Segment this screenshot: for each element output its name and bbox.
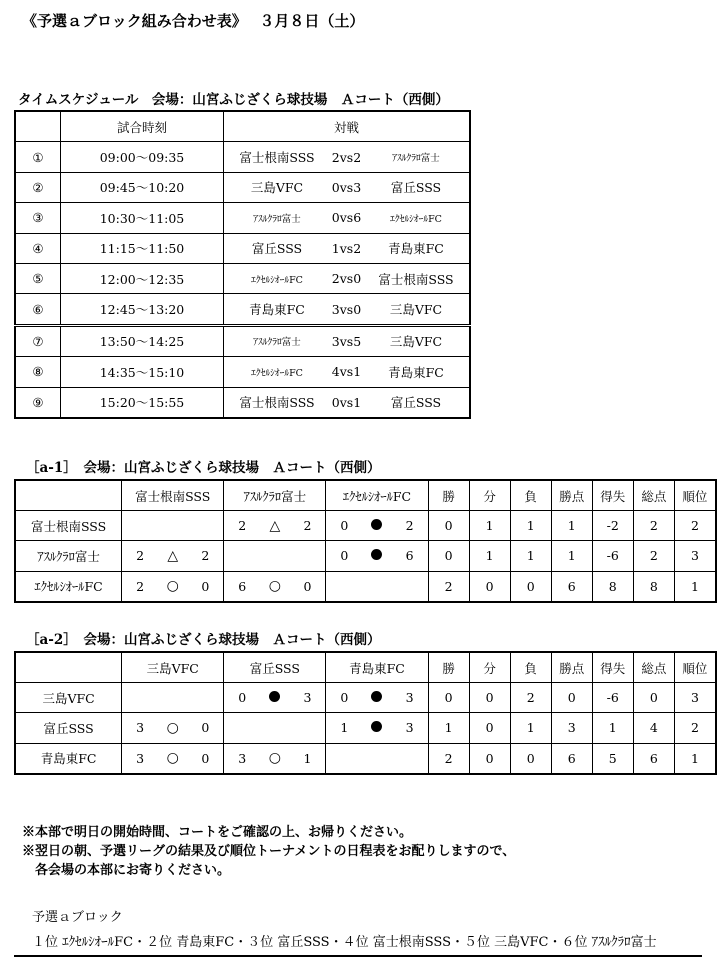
stat-header: 得失 bbox=[592, 480, 633, 511]
match-pairing bbox=[224, 393, 469, 411]
result bbox=[122, 750, 223, 766]
a2-league-table bbox=[14, 651, 717, 775]
stat-value: 1 bbox=[428, 713, 469, 743]
opponent-header: 富丘SSS bbox=[224, 652, 326, 683]
team-name: 三島VFC bbox=[15, 683, 122, 713]
team-home: ｴｸｾﾙｼｵｰﾙFC bbox=[251, 367, 303, 379]
goals-against: 0 bbox=[201, 578, 210, 594]
stat-header: 勝点 bbox=[551, 480, 592, 511]
stat-value: 1 bbox=[510, 511, 551, 541]
match-score: 2vs2 bbox=[331, 149, 362, 165]
team-home: 富士根南SSS bbox=[239, 395, 315, 411]
loss-mark bbox=[371, 720, 382, 735]
stat-value: -2 bbox=[592, 511, 633, 541]
corner-cell bbox=[15, 480, 122, 511]
match-time: 09:45～10:20 bbox=[61, 172, 224, 202]
match-pairing bbox=[224, 239, 469, 257]
goals-for: 0 bbox=[238, 690, 247, 706]
result-cell bbox=[122, 713, 224, 743]
team-away: ｱｽﾙｸﾗﾛ富士 bbox=[392, 153, 440, 165]
goals-against: 2 bbox=[405, 518, 414, 534]
match-cell bbox=[224, 294, 471, 325]
team-home: 三島VFC bbox=[250, 180, 304, 196]
stat-header: 順位 bbox=[674, 480, 716, 511]
result-cell-empty bbox=[122, 511, 224, 541]
schedule-row bbox=[15, 294, 470, 325]
match-score: 0vs1 bbox=[331, 394, 362, 410]
loss-dot-icon bbox=[371, 691, 382, 702]
result bbox=[224, 750, 325, 766]
result bbox=[326, 548, 427, 563]
match-cell bbox=[224, 233, 471, 263]
header-no bbox=[15, 111, 61, 142]
final-ranking: １位 ｴｸｾﾙｼｵｰﾙFC・２位 青島東FC・３位 富丘SSS・４位 富士根南SSS・５位 三島VFC・６位 ｱｽﾙｸﾗﾛ富士 bbox=[32, 935, 657, 950]
goals-for: 3 bbox=[238, 750, 247, 766]
team-name: 富士根南SSS bbox=[15, 511, 122, 541]
stat-value: 4 bbox=[633, 713, 674, 743]
result-cell-empty bbox=[326, 571, 428, 602]
team-away: 三島VFC bbox=[389, 302, 443, 318]
loss-dot-icon bbox=[269, 691, 280, 702]
win-mark: ○ bbox=[166, 719, 179, 736]
result-cell bbox=[224, 683, 326, 713]
match-time: 09:00～09:35 bbox=[61, 142, 224, 172]
match-number: ⑧ bbox=[15, 357, 61, 387]
corner-cell bbox=[15, 652, 122, 683]
stat-value: 6 bbox=[551, 571, 592, 602]
opponent-header: ｴｸｾﾙｼｵｰﾙFC bbox=[326, 480, 428, 511]
goals-against: 6 bbox=[405, 548, 414, 564]
schedule-row bbox=[15, 233, 470, 263]
stat-value: 2 bbox=[674, 713, 716, 743]
result-cell bbox=[122, 541, 224, 571]
match-time: 11:15～11:50 bbox=[61, 233, 224, 263]
match-cell bbox=[224, 325, 471, 356]
team-name: ｱｽﾙｸﾗﾛ富士 bbox=[15, 541, 122, 571]
team-away: 富丘SSS bbox=[390, 395, 442, 411]
opponent-header: 青島東FC bbox=[326, 652, 428, 683]
team-away: 三島VFC bbox=[389, 334, 443, 350]
stat-header: 分 bbox=[469, 480, 510, 511]
stat-value: 1 bbox=[674, 571, 716, 602]
result-cell bbox=[326, 541, 428, 571]
stat-value: 3 bbox=[551, 713, 592, 743]
result-cell-empty bbox=[326, 743, 428, 774]
league-row bbox=[15, 541, 716, 571]
league-row bbox=[15, 571, 716, 602]
stat-header: 負 bbox=[510, 652, 551, 683]
team-away: ｴｸｾﾙｼｵｰﾙFC bbox=[390, 213, 442, 225]
match-cell bbox=[224, 357, 471, 387]
stat-value: 1 bbox=[551, 541, 592, 571]
header-time: 試合時刻 bbox=[61, 111, 224, 142]
note-line-3: 各会場の本部にお寄りください。 bbox=[22, 863, 231, 878]
note-line-2: ※翌日の朝、予選リーグの結果及び順位トーナメントの日程表をお配りしますので、 bbox=[22, 844, 516, 859]
stat-value: 2 bbox=[428, 743, 469, 774]
stat-value: 1 bbox=[551, 511, 592, 541]
opponent-header: 富士根南SSS bbox=[122, 480, 224, 511]
team-name: 富丘SSS bbox=[15, 713, 122, 743]
stat-value: 0 bbox=[428, 683, 469, 713]
loss-mark bbox=[371, 548, 382, 563]
result-cell bbox=[224, 743, 326, 774]
result-cell bbox=[326, 713, 428, 743]
team-away: 富丘SSS bbox=[390, 180, 442, 196]
stat-value: -6 bbox=[592, 683, 633, 713]
league-header-row bbox=[15, 652, 716, 683]
result-cell bbox=[224, 511, 326, 541]
stat-value: 0 bbox=[469, 743, 510, 774]
schedule-row bbox=[15, 325, 470, 356]
stat-value: 2 bbox=[633, 511, 674, 541]
match-time: 15:20～15:55 bbox=[61, 387, 224, 418]
stat-value: 0 bbox=[428, 541, 469, 571]
match-number: ⑨ bbox=[15, 387, 61, 418]
league-row bbox=[15, 743, 716, 774]
result-cell bbox=[326, 683, 428, 713]
team-home: ｱｽﾙｸﾗﾛ富士 bbox=[253, 337, 301, 349]
match-pairing bbox=[224, 148, 469, 166]
final-ranking-underline bbox=[14, 955, 702, 957]
result bbox=[224, 690, 325, 705]
stat-value: 0 bbox=[510, 743, 551, 774]
page-title: 《予選ａブロック組み合わせ表》 ３月８日（土） bbox=[22, 12, 365, 30]
stat-header: 総点 bbox=[633, 480, 674, 511]
result-cell-empty bbox=[122, 683, 224, 713]
stat-value: 5 bbox=[592, 743, 633, 774]
match-cell bbox=[224, 387, 471, 418]
match-score: 0vs6 bbox=[331, 210, 362, 226]
result-cell bbox=[122, 743, 224, 774]
stat-value: 3 bbox=[674, 683, 716, 713]
loss-mark bbox=[269, 690, 280, 705]
goals-for: 6 bbox=[238, 578, 247, 594]
win-mark: ○ bbox=[166, 578, 179, 595]
stat-header: 勝点 bbox=[551, 652, 592, 683]
result bbox=[224, 578, 325, 594]
stat-value: 2 bbox=[674, 511, 716, 541]
match-time: 12:45～13:20 bbox=[61, 294, 224, 325]
stat-value: 6 bbox=[551, 743, 592, 774]
team-away: 青島東FC bbox=[388, 241, 444, 257]
match-cell bbox=[224, 142, 471, 172]
stat-value: 0 bbox=[633, 683, 674, 713]
result-cell bbox=[122, 571, 224, 602]
schedule-heading: タイムスケジュール 会場：山宮ふじざくら球技場 Ａコート（西側） bbox=[18, 92, 449, 108]
goals-against: 0 bbox=[201, 720, 210, 736]
match-number: ③ bbox=[15, 203, 61, 233]
win-mark: ○ bbox=[268, 578, 281, 595]
schedule-row bbox=[15, 142, 470, 172]
stat-value: 6 bbox=[633, 743, 674, 774]
schedule-row bbox=[15, 357, 470, 387]
goals-against: 0 bbox=[201, 750, 210, 766]
match-pairing bbox=[224, 270, 469, 288]
match-time: 14:35～15:10 bbox=[61, 357, 224, 387]
match-score: 1vs2 bbox=[331, 240, 362, 256]
stat-header: 勝 bbox=[428, 480, 469, 511]
goals-for: 3 bbox=[136, 750, 145, 766]
stat-header: 勝 bbox=[428, 652, 469, 683]
schedule-row bbox=[15, 263, 470, 293]
goals-against: 1 bbox=[303, 750, 312, 766]
result bbox=[122, 720, 223, 736]
team-away: 富士根南SSS bbox=[378, 271, 454, 287]
a2-heading: ［a-2］ 会場：山宮ふじざくら球技場 Ａコート（西側） bbox=[26, 632, 381, 648]
match-cell bbox=[224, 203, 471, 233]
stat-value: 8 bbox=[633, 571, 674, 602]
header-match: 対戦 bbox=[224, 111, 471, 142]
goals-against: 0 bbox=[303, 578, 312, 594]
stat-value: 1 bbox=[674, 743, 716, 774]
stat-value: 2 bbox=[428, 571, 469, 602]
team-away: 青島東FC bbox=[388, 364, 444, 380]
match-number: ① bbox=[15, 142, 61, 172]
team-name: 青島東FC bbox=[15, 743, 122, 774]
schedule-row bbox=[15, 172, 470, 202]
win-mark: ○ bbox=[166, 750, 179, 767]
result bbox=[326, 518, 427, 533]
match-number: ⑥ bbox=[15, 294, 61, 325]
opponent-header: ｱｽﾙｸﾗﾛ富士 bbox=[224, 480, 326, 511]
stat-value: 0 bbox=[428, 511, 469, 541]
goals-for: 2 bbox=[238, 518, 247, 534]
stat-value: 3 bbox=[674, 541, 716, 571]
stat-value: 1 bbox=[469, 541, 510, 571]
note-line-1: ※本部で明日の開始時間、コートをご確認の上、お帰りください。 bbox=[22, 825, 413, 840]
loss-dot-icon bbox=[371, 549, 382, 560]
goals-against: 2 bbox=[201, 548, 210, 564]
result bbox=[326, 720, 427, 735]
stat-header: 総点 bbox=[633, 652, 674, 683]
stat-header: 分 bbox=[469, 652, 510, 683]
match-time: 10:30～11:05 bbox=[61, 203, 224, 233]
team-name: ｴｸｾﾙｼｵｰﾙFC bbox=[15, 571, 122, 602]
result bbox=[122, 548, 223, 564]
goals-against: 3 bbox=[405, 690, 414, 706]
result-cell-empty bbox=[224, 713, 326, 743]
draw-mark: △ bbox=[269, 517, 281, 534]
goals-for: 0 bbox=[340, 690, 349, 706]
league-row bbox=[15, 713, 716, 743]
match-score: 4vs1 bbox=[331, 364, 362, 380]
team-home: ｱｽﾙｸﾗﾛ富士 bbox=[253, 213, 301, 225]
match-score: 3vs5 bbox=[331, 333, 362, 349]
stat-value: 0 bbox=[469, 571, 510, 602]
match-pairing bbox=[224, 178, 469, 196]
match-pairing bbox=[224, 363, 469, 381]
stat-value: 2 bbox=[510, 683, 551, 713]
match-pairing bbox=[224, 210, 469, 225]
goals-for: 2 bbox=[136, 578, 145, 594]
goals-against: 3 bbox=[303, 690, 312, 706]
stat-value: 1 bbox=[592, 713, 633, 743]
stat-header: 順位 bbox=[674, 652, 716, 683]
stat-value: 0 bbox=[469, 683, 510, 713]
match-cell bbox=[224, 263, 471, 293]
match-score: 3vs0 bbox=[331, 301, 362, 317]
stat-header: 負 bbox=[510, 480, 551, 511]
goals-for: 2 bbox=[136, 548, 145, 564]
result bbox=[224, 518, 325, 534]
team-home: 富丘SSS bbox=[251, 241, 303, 257]
team-home: ｴｸｾﾙｼｵｰﾙFC bbox=[251, 274, 303, 286]
match-cell bbox=[224, 172, 471, 202]
result-cell bbox=[224, 571, 326, 602]
goals-against: 3 bbox=[405, 720, 414, 736]
goals-for: 1 bbox=[340, 720, 349, 736]
stat-value: 0 bbox=[551, 683, 592, 713]
schedule-row bbox=[15, 203, 470, 233]
team-home: 青島東FC bbox=[249, 302, 305, 318]
match-time: 13:50～14:25 bbox=[61, 325, 224, 356]
goals-for: 0 bbox=[340, 548, 349, 564]
stat-value: 0 bbox=[469, 713, 510, 743]
stat-value: 1 bbox=[469, 511, 510, 541]
match-time: 12:00～12:35 bbox=[61, 263, 224, 293]
league-row bbox=[15, 511, 716, 541]
schedule-table bbox=[14, 110, 471, 419]
match-number: ⑤ bbox=[15, 263, 61, 293]
result-cell-empty bbox=[224, 541, 326, 571]
goals-for: 3 bbox=[136, 720, 145, 736]
stat-value: 0 bbox=[510, 571, 551, 602]
team-home: 富士根南SSS bbox=[239, 150, 315, 166]
loss-mark bbox=[371, 690, 382, 705]
schedule-header-row bbox=[15, 111, 470, 142]
final-ranking-label: 予選ａブロック bbox=[32, 910, 123, 925]
match-number: ④ bbox=[15, 233, 61, 263]
league-row bbox=[15, 683, 716, 713]
match-number: ② bbox=[15, 172, 61, 202]
result bbox=[122, 578, 223, 594]
match-pairing bbox=[224, 300, 469, 318]
goals-against: 2 bbox=[303, 518, 312, 534]
stat-value: 8 bbox=[592, 571, 633, 602]
result bbox=[326, 690, 427, 705]
opponent-header: 三島VFC bbox=[122, 652, 224, 683]
schedule-row bbox=[15, 387, 470, 418]
a1-league-table bbox=[14, 479, 717, 603]
match-number: ⑦ bbox=[15, 325, 61, 356]
stat-value: 2 bbox=[633, 541, 674, 571]
goals-for: 0 bbox=[340, 518, 349, 534]
match-pairing bbox=[224, 332, 469, 350]
stat-value: 1 bbox=[510, 541, 551, 571]
a1-heading: ［a-1］ 会場：山宮ふじざくら球技場 Ａコート（西側） bbox=[26, 460, 381, 476]
result-cell bbox=[326, 511, 428, 541]
loss-dot-icon bbox=[371, 721, 382, 732]
loss-dot-icon bbox=[371, 519, 382, 530]
stat-value: -6 bbox=[592, 541, 633, 571]
league-header-row bbox=[15, 480, 716, 511]
loss-mark bbox=[371, 518, 382, 533]
match-score: 2vs0 bbox=[331, 271, 362, 287]
win-mark: ○ bbox=[268, 750, 281, 767]
draw-mark: △ bbox=[167, 547, 179, 564]
stat-value: 1 bbox=[510, 713, 551, 743]
stat-header: 得失 bbox=[592, 652, 633, 683]
match-score: 0vs3 bbox=[331, 179, 362, 195]
